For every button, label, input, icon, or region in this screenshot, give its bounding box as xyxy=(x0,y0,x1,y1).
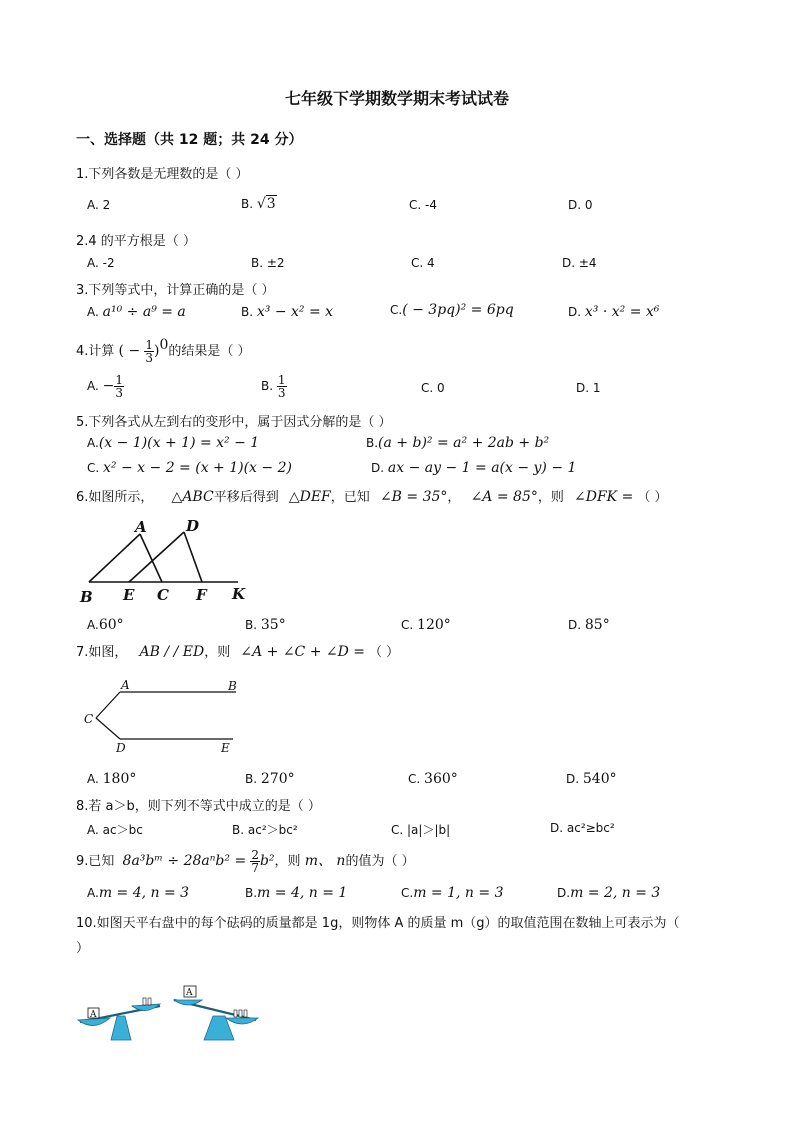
q7-b-label: B. xyxy=(245,772,258,786)
q9-option-b xyxy=(245,885,347,901)
q9-frac-num: 2 xyxy=(251,848,259,862)
q6-label-k: K xyxy=(232,585,246,603)
q4-option-d: D. 1 xyxy=(576,381,601,395)
q6-d-label: D. xyxy=(568,618,582,632)
q7-label-d: D xyxy=(116,741,126,755)
q6-stem-5: （ ） xyxy=(637,490,668,505)
balance-right-pan-r xyxy=(226,1018,258,1024)
q7-label-e: E xyxy=(221,741,230,755)
q1-radicand: 3 xyxy=(266,196,276,212)
q4-option-a xyxy=(87,372,124,400)
q7-d-value: 540° xyxy=(582,771,617,787)
balance-right xyxy=(174,986,258,1040)
q7-b-value: 270° xyxy=(260,771,295,787)
balance-left-object-label: A xyxy=(90,1010,97,1020)
q4-b-fraction xyxy=(277,374,287,399)
question-1-stem: 1.下列各数是无理数的是（ ） xyxy=(76,167,249,182)
q9-d-label: D. xyxy=(557,886,571,900)
q6-option-c xyxy=(401,617,451,633)
q9-expression-2: b² xyxy=(259,853,275,869)
balance-right-object-label: A xyxy=(186,988,193,998)
q5-d-expr: ax − ay − 1 = a(x − y) − 1 xyxy=(387,460,577,476)
q4-fraction xyxy=(144,339,154,364)
q4-frac-den: 3 xyxy=(145,351,153,365)
q6-figure-lines xyxy=(89,532,238,582)
q6-option-d xyxy=(568,617,610,633)
q6-triangle-def: △DEF xyxy=(288,489,331,505)
q5-option-d xyxy=(371,460,576,476)
q8-option-c: C. |a|＞|b| xyxy=(391,823,451,837)
q6-c-label: C. xyxy=(401,618,414,632)
q9-expression: 8a³bᵐ ÷ 28aⁿb² = xyxy=(122,853,247,869)
q3-option-d xyxy=(568,304,659,320)
q7-option-b xyxy=(245,771,295,787)
question-4-stem xyxy=(76,330,251,365)
q4-a-den: 3 xyxy=(115,386,124,400)
q6-side-df xyxy=(184,532,202,582)
q3-b-expr: x³ − x² = x xyxy=(256,304,334,320)
q7-line-ca xyxy=(96,692,120,718)
q7-stem-2: ，则 xyxy=(204,645,231,660)
question-10-stem: 10.如图天平右盘中的每个砝码的质量都是 1g，则物体 A 的质量 m（g）的取值范围在数轴上可表示为（ xyxy=(76,916,680,931)
q5-b-label: B. xyxy=(366,436,379,450)
q3-c-expr: ( − 3pq)² = 6pq xyxy=(402,302,514,318)
q4-option-c: C. 0 xyxy=(421,381,445,395)
q6-angle-dfk: ∠DFK = xyxy=(574,489,634,505)
sqrt-symbol: √3 xyxy=(256,196,276,212)
q7-parallel: AB / / ED xyxy=(139,644,205,660)
balance-left-weight xyxy=(148,998,151,1005)
q3-c-label: C. xyxy=(390,303,403,317)
q7-c-value: 360° xyxy=(424,771,458,787)
q7-figure xyxy=(80,676,250,756)
q6-d-value: 85° xyxy=(584,617,610,633)
q2-option-a: A. -2 xyxy=(87,256,115,270)
q4-frac-num: 1 xyxy=(145,338,153,352)
q7-label-a: A xyxy=(121,678,130,692)
q1-option-b-label: B. xyxy=(241,197,254,211)
q9-frac-den: 7 xyxy=(251,861,259,875)
q8-option-b: B. ac²＞bc² xyxy=(232,823,298,837)
q7-label-b: B xyxy=(228,679,237,693)
q4-b-num: 1 xyxy=(277,373,286,387)
balance-left xyxy=(78,998,160,1040)
q4-exponent: 0 xyxy=(159,337,169,353)
q6-side-ba xyxy=(89,534,140,582)
q7-a-label: A. xyxy=(87,772,99,786)
q3-d-expr: x³ · x² = x⁶ xyxy=(584,304,660,320)
q6-stem-4: ，则 xyxy=(537,490,564,505)
q5-a-expr: (x − 1)(x + 1) = x² − 1 xyxy=(98,435,260,451)
q9-a-expr: m = 4, n = 3 xyxy=(98,885,190,901)
q4-paren-open: ( − xyxy=(118,343,141,359)
q9-c-expr: m = 1, n = 3 xyxy=(413,885,504,901)
q8-option-d: D. ac²≥bc² xyxy=(550,821,615,835)
q7-d-label: D. xyxy=(566,772,580,786)
q8-option-a: A. ac＞bc xyxy=(87,823,143,837)
question-3-stem: 3.下列等式中，计算正确的是（ ） xyxy=(76,283,275,298)
section-heading: 一、选择题（共 12 题；共 24 分） xyxy=(76,132,303,148)
q6-label-a: A xyxy=(135,518,147,536)
question-6-stem xyxy=(76,486,667,505)
q5-option-a xyxy=(87,435,259,451)
q5-option-b xyxy=(366,435,549,451)
balance-left-weight xyxy=(143,998,146,1005)
q7-label-c: C xyxy=(84,712,94,726)
q4-a-num: 1 xyxy=(115,373,124,387)
q4-b-den: 3 xyxy=(277,386,286,400)
q10-figure-balances xyxy=(76,982,266,1044)
q9-d-expr: m = 2, n = 3 xyxy=(570,885,661,901)
q1-option-d: D. 0 xyxy=(568,198,593,212)
q9-m-n: m、 n xyxy=(304,853,346,869)
q6-angle-b: ∠B = 35° xyxy=(379,489,448,505)
question-5-stem: 5.下列各式从左到右的变形中，属于因式分解的是（ ） xyxy=(76,415,392,430)
q6-stem-3: ，已知 xyxy=(330,490,370,505)
q9-stem-1: 9.已知 xyxy=(76,854,115,869)
q6-side-ed xyxy=(129,532,184,582)
q7-option-d xyxy=(566,771,617,787)
balance-right-weight xyxy=(239,1010,242,1017)
q6-a-value: 60° xyxy=(98,617,124,633)
q5-option-c xyxy=(87,460,292,476)
q7-stem-1: 7.如图， xyxy=(76,645,128,660)
question-8-stem: 8.若 a＞b，则下列不等式中成立的是（ ） xyxy=(76,799,321,814)
q9-option-d xyxy=(557,885,660,901)
q5-c-label: C. xyxy=(87,461,100,475)
q7-option-c xyxy=(408,771,458,787)
q6-a-label: A. xyxy=(87,618,99,632)
q9-stem-3: 的值为（ ） xyxy=(345,854,415,869)
q7-c-label: C. xyxy=(408,772,421,786)
question-7-stem xyxy=(76,641,399,660)
q6-label-e: E xyxy=(123,586,135,604)
q6-label-d: D xyxy=(186,517,200,535)
q3-a-label: A. xyxy=(87,305,99,319)
q6-stem-2: 平移后得到 xyxy=(213,490,279,505)
q6-option-a xyxy=(87,617,124,633)
q6-b-label: B. xyxy=(245,618,258,632)
q6-label-b: B xyxy=(80,588,93,606)
question-9-stem xyxy=(76,846,415,876)
q9-c-label: C. xyxy=(401,886,414,900)
question-10-stem-end: ） xyxy=(76,941,90,956)
q9-b-expr: m = 4, n = 1 xyxy=(257,885,348,901)
q7-angle-sum: ∠A + ∠C + ∠D = xyxy=(240,644,366,660)
q4-a-sign: − xyxy=(102,378,115,394)
q5-b-expr: (a + b)² = a² + 2ab + b² xyxy=(378,435,550,451)
q6-label-f: F xyxy=(196,586,207,604)
q4-b-label: B. xyxy=(261,379,274,393)
q4-paren-close: ) xyxy=(153,343,160,359)
q9-stem-2: ，则 xyxy=(274,854,301,869)
q9-b-label: B. xyxy=(245,886,258,900)
q7-line-cd xyxy=(96,718,120,739)
q9-option-a xyxy=(87,885,189,901)
q6-stem-1: 6.如图所示， xyxy=(76,490,154,505)
q4-stem-pre: 4.计算 xyxy=(76,344,115,359)
balance-right-weight xyxy=(244,1010,247,1017)
q6-triangle-abc: △ABC xyxy=(171,489,214,505)
q6-figure xyxy=(76,514,266,606)
q6-c-value: 120° xyxy=(417,617,451,633)
q4-stem-post: 的结果是（ ） xyxy=(168,344,251,359)
q7-stem-3: （ ） xyxy=(369,645,400,660)
q3-option-a xyxy=(87,304,186,320)
q1-option-a: A. 2 xyxy=(87,198,111,212)
q9-option-c xyxy=(401,885,503,901)
q4-option-b xyxy=(261,372,287,400)
q9-a-label: A. xyxy=(87,886,99,900)
q3-a-expr: a¹⁰ ÷ a⁹ = a xyxy=(102,304,186,320)
q7-a-value: 180° xyxy=(102,771,137,787)
q5-a-label: A. xyxy=(87,436,99,450)
q3-option-c xyxy=(390,302,514,318)
q2-option-c: C. 4 xyxy=(411,256,435,270)
q3-option-b xyxy=(241,304,333,320)
q6-angle-a: ∠A = 85° xyxy=(470,489,538,505)
question-2-stem: 2.4 的平方根是（ ） xyxy=(76,234,196,249)
q2-option-b: B. ±2 xyxy=(251,256,285,270)
q5-c-expr: x² − x − 2 = (x + 1)(x − 2) xyxy=(103,460,292,476)
q6-side-ac xyxy=(140,534,162,582)
q6-sep: ， xyxy=(447,490,461,505)
q1-option-b xyxy=(241,196,277,212)
q3-b-label: B. xyxy=(241,305,254,319)
balance-right-weight xyxy=(234,1010,237,1017)
q3-d-label: D. xyxy=(568,305,582,319)
q6-label-c: C xyxy=(157,586,169,604)
q6-b-value: 35° xyxy=(260,617,286,633)
q5-d-label: D. xyxy=(371,461,385,475)
balance-right-pan-l xyxy=(174,1000,202,1005)
q1-option-c: C. -4 xyxy=(409,198,437,212)
page-title: 七年级下学期数学期末考试试卷 xyxy=(284,89,509,108)
q9-fraction xyxy=(250,849,260,874)
q6-option-b xyxy=(245,617,286,633)
q2-option-d: D. ±4 xyxy=(562,256,597,270)
q7-option-a xyxy=(87,771,136,787)
q4-a-label: A. xyxy=(87,379,99,393)
balance-left-base xyxy=(111,1016,131,1040)
q4-a-fraction xyxy=(114,374,124,399)
